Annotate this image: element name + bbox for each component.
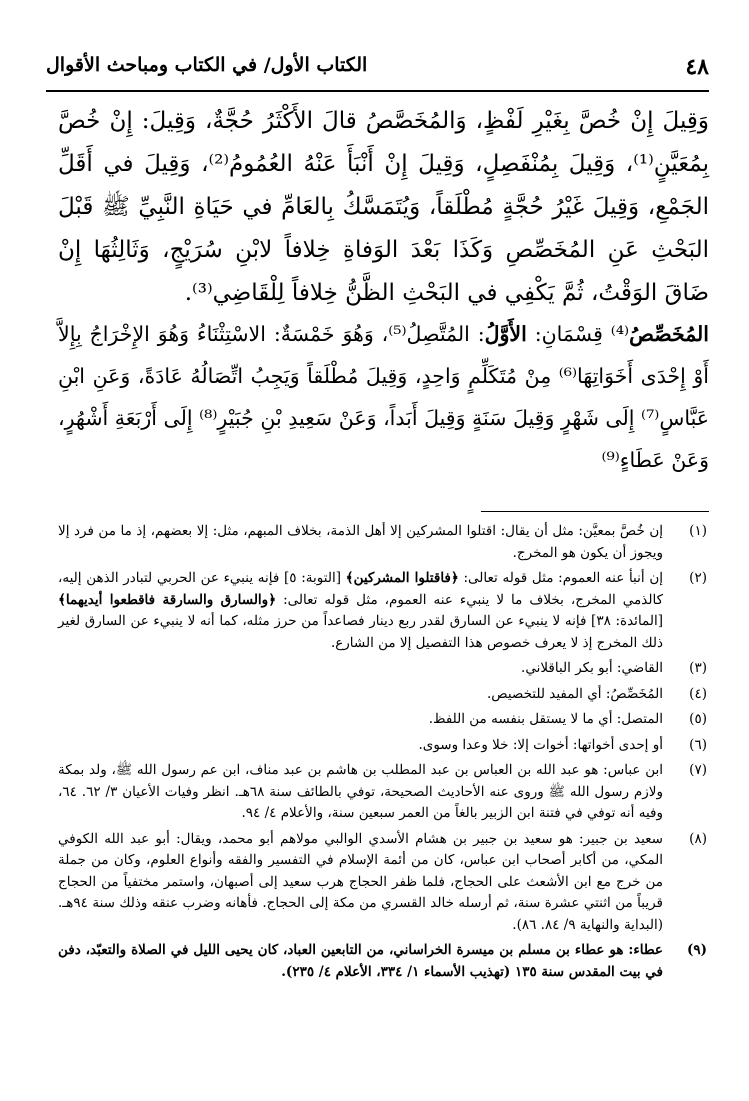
footnote-number: (٩) xyxy=(686,942,707,958)
footnote-6 xyxy=(58,735,707,757)
header-divider xyxy=(46,90,709,92)
quran-quote: ﴿فاقتلوا المشركين﴾ xyxy=(345,570,459,586)
footnote-1 xyxy=(58,521,707,564)
footnote-text: [المائدة: ٣٨] فإنه لا ينبيء عن السارق لقدر ربع دينار فصاعداً من حرز مثله، كما أنه لا ينبيء عن السارق لغير ذلك المخرج إذ لا يعرف خصوص هذا التفصيل إلا من الشارع. xyxy=(58,613,663,651)
footnote-number: (١) xyxy=(689,523,707,539)
section-keyword-mukhassis: المُخَصِّصُ xyxy=(629,322,709,346)
paragraph-2-text: : المُتَّصِلُ⁽⁵⁾، وَهُوَ خَمْسَةٌ: الاسْتِثْنَاءُ وَهُوَ الإِخْرَاجُ بِإِلاَّ أَوْ إِحْدَى أَخَوَاتِهَا⁽⁶⁾ مِنْ مُتَكَلِّمٍ وَاحِدٍ، وَقِيلَ مُطْلَقاً وَيَجِبُ اتِّصَالُهُ عَادَةً، وَعَنِ ابْنِ عَبَّاسٍ⁽⁷⁾ إِلَى شَهْرٍ وَقِيلَ سَنَةٍ وَقِيلَ أَبَداً، وَعَنْ سَعِيدِ بْنِ جُبَيْرٍ⁽⁸⁾ إِلَى أَرْبَعَةِ أَشْهُرٍ، وَعَنْ عَطَاءٍ⁽⁹⁾ xyxy=(58,322,710,472)
paragraph-1-text: وَقِيلَ إِنْ خُصَّ بِغَيْرِ لَفْظٍ، وَالمُخَصَّصُ قالَ الأَكْثَرُ حُجَّةٌ، وَقِيلَ: إِنْ خُصَّ بِمُعَيَّنٍ⁽¹⁾، وَقِيلَ بِمُنْفَصِلٍ، وَقِيلَ إِنْ أَنْبَأَ عَنْهُ العُمُومُ⁽²⁾، وَقِيلَ في أَقَلِّ الجَمْعِ، وَقِيلَ غَيْرُ حُجَّةٍ مُطْلَقاً، وَيُتَمَسَّكُ بِالعَامِّ في حَيَاةِ النَّبِيِّ ﷺ قَبْلَ البَحْثِ عَنِ المُخَصِّصِ وَكَذَا بَعْدَ الوَفاةِ خِلافاً لابْنِ سُرَيْجٍ، وَثَالِثُهَا إِنْ ضَاقَ الوَقْتُ، ثُمَّ يَكْفِي في البَحْثِ الظَّنُّ خِلافاً لِلْقَاضِي⁽³⁾. xyxy=(58,108,710,306)
footnote-number: (٨) xyxy=(689,830,707,847)
footnote-text: إن أنبأ عنه العموم: مثل قوله تعالى: xyxy=(458,570,663,586)
footnotes xyxy=(58,521,707,1081)
footnote-separator xyxy=(481,511,709,512)
footnote-text: القاضي: أبو بكر الباقلاني. xyxy=(521,660,663,676)
footnote-text: أو إحدى أخواتها: أخوات إلا: خلا وعدا وسوى. xyxy=(418,736,663,753)
footnote-8 xyxy=(58,829,707,937)
footnote-5 xyxy=(58,709,707,731)
footnote-3 xyxy=(58,658,707,680)
footnote-text: إن خُصَّ بمعيَّن: مثل أن يقال: اقتلوا المشركين إلا أهل الذمة، بخلاف المبهم، مثل: إلا بعضهم، إذ ما من فرد إلا ويجوز أن يكون هو المخرج. xyxy=(58,523,663,561)
footnote-9 xyxy=(58,940,707,983)
quran-quote: ﴿والسارق والسارقة فاقطعوا أيديهما﴾ xyxy=(58,591,277,608)
main-text-paragraph-1 xyxy=(58,100,709,315)
footnote-text: سعيد بن جبير: هو سعيد بن جبير بن هشام الأسدي الوالبي مولاهم أبو محمد، ويقال: أبو عبد الله الكوفي المكي، من أكابر أصحاب ابن عباس، كان من أئمة الإسلام في التفسير والفقه وأنواع العلوم، وكان من جملة من خرج مع ابن الأشعث على الحجاج، فلما ظفر الحجاج هرب سعيد إلى أصبهان، واستمر مختفياً من الحجاج قريباً من اثنتي عشرة سنة، ثم أرسله خالد القسري من مكة إلى الحجاج. فأهانه وضرب عنقه وذلك سنة ٩٤هـ. (البداية والنهاية ٩/ ٨٤. ٨٦). xyxy=(58,830,663,933)
footnote-text: المُخَصِّصُ: أي المفيد للتخصيص. xyxy=(486,685,663,702)
footnote-number: (٤) xyxy=(689,685,707,702)
footnote-number: (٢) xyxy=(689,570,707,586)
footnote-number: (٦) xyxy=(689,736,707,753)
footnote-text: المتصل: أي ما لا يستقل بنفسه من اللفظ. xyxy=(428,711,663,727)
footnote-text: عطاء: هو عطاء بن مسلم بن ميسرة الخراساني، من التابعين العباد، كان يحيى الليل في الصلاة والتعبّد، دفن في بيت المقدس سنة ١٣٥ (تهذيب الأسماء ١/ ٣٣٤، الأعلام ٤/ ٢٣٥). xyxy=(58,942,663,980)
footnote-number: (٣) xyxy=(689,660,707,676)
footnote-number: (٥) xyxy=(689,711,707,727)
footnote-text: ابن عباس: هو عبد الله بن العباس بن عبد المطلب بن هاشم بن عبد مناف، ابن عم رسول الله ﷺ، ولد بمكة ولازم رسول الله ﷺ وروى عنه الأحاديث الصحيحة، توفي بالطائف سنة ٦٨هـ. انظر وفيات الأعيان ٣/ ٦٢. ٦٤، وفيه أنه توفي في فتنة ابن الزبير بالغاً من العمر سبعين سنة، والأعلام ٤/ ٩٤. xyxy=(58,762,663,821)
running-title: الكتاب الأول/ في الكتاب ومباحث الأقوال xyxy=(46,54,368,76)
page-number: ٤٨ xyxy=(685,54,709,80)
footnote-7 xyxy=(58,760,707,825)
section-keyword-first: الأَوَّلُ xyxy=(484,322,527,346)
page-header xyxy=(46,54,709,86)
paragraph-2-intro: ⁽⁴⁾ قِسْمَانِ: xyxy=(526,322,630,346)
footnote-4 xyxy=(58,684,707,706)
footnote-number: (٧) xyxy=(689,762,707,778)
footnote-text: [التوبة: ٥] فإنه ينبيء عن الحربي لتبادر الذهن إليه، كالذمي المخرج، بخلاف ما لا ينبيء عنه العموم، مثل قوله تعالى: xyxy=(58,570,664,608)
footnote-2 xyxy=(58,568,707,654)
main-text-paragraph-2 xyxy=(58,313,710,472)
